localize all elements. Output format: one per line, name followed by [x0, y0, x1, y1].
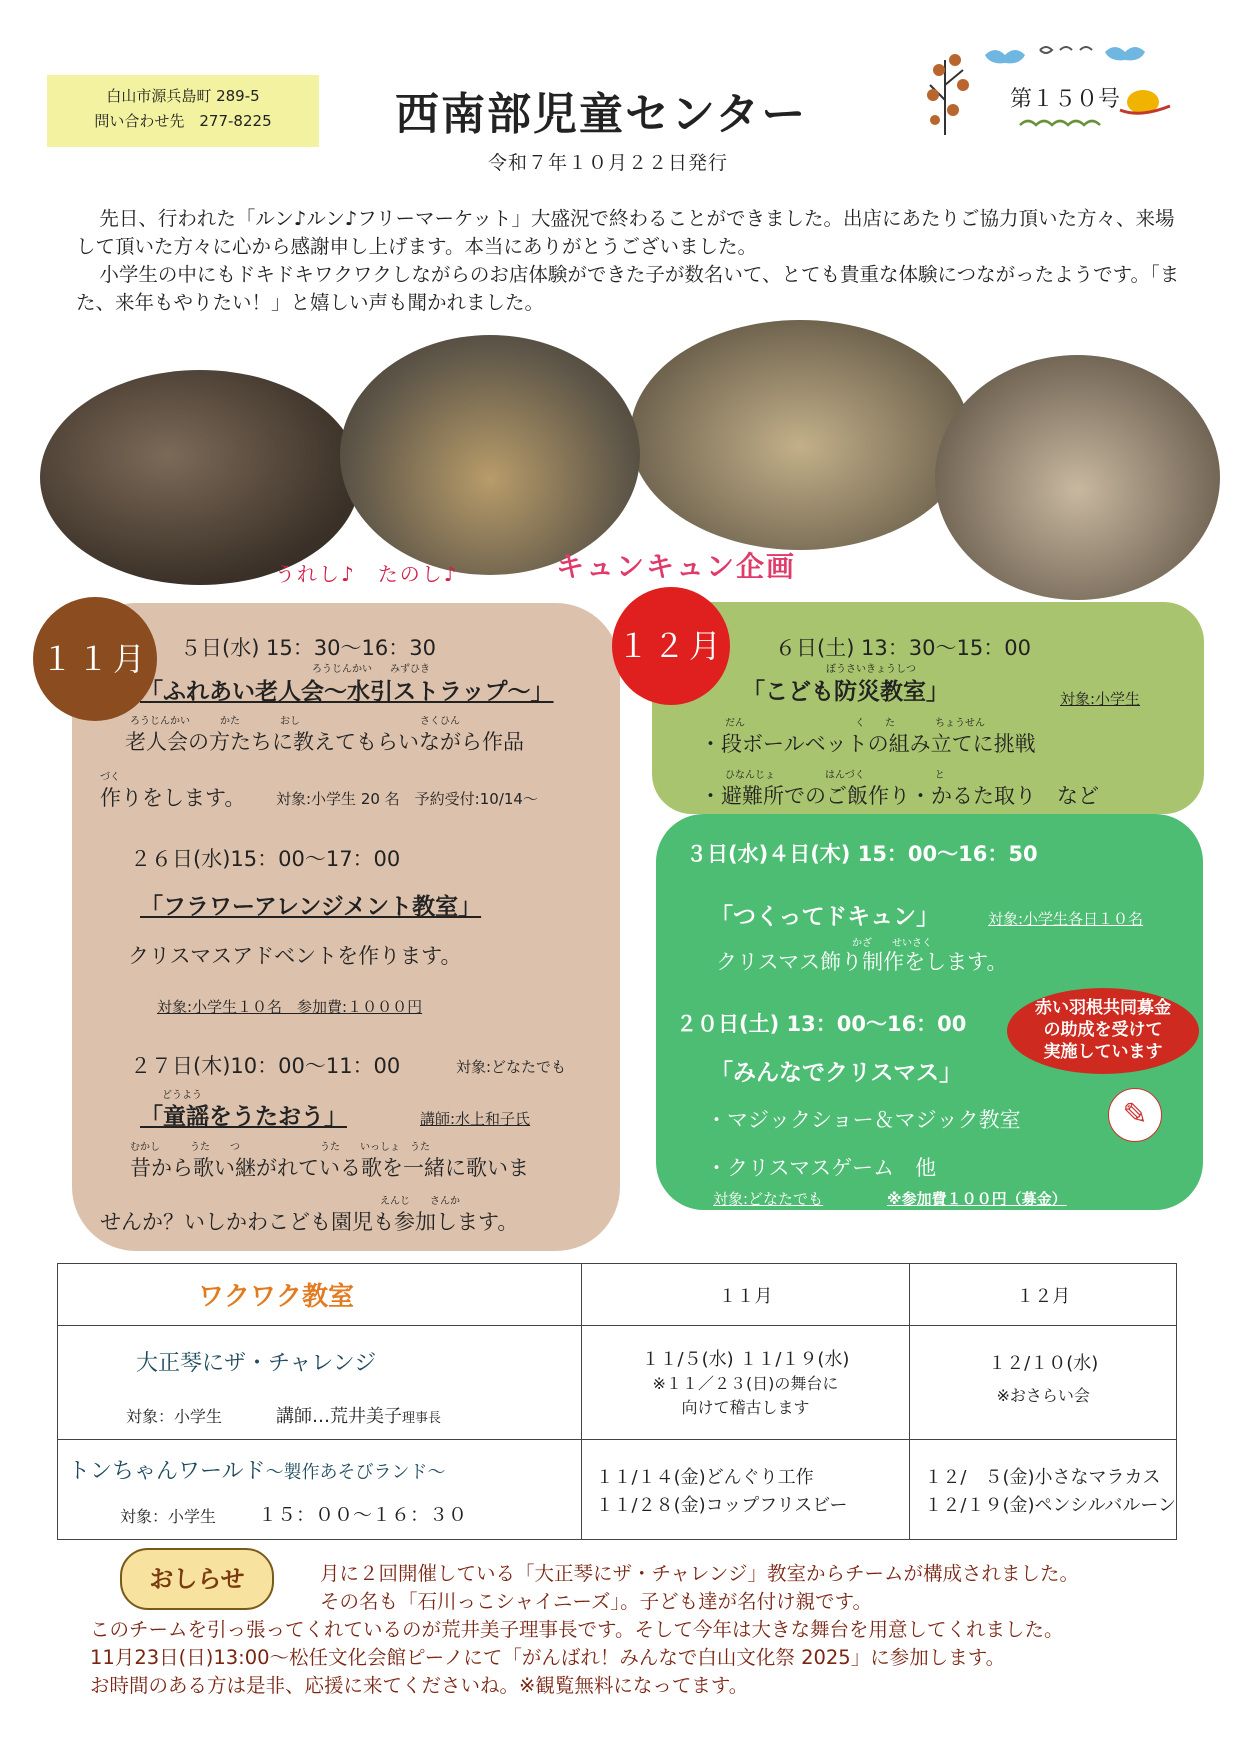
dec-event1-time: ６日(土) 13：30～15：00 [775, 636, 1031, 660]
table-header-dec: １２月 [910, 1264, 1177, 1326]
dec-event2-body-ruby: かざ せいさく [852, 938, 932, 949]
dec-event1-item2-ruby: ひなんじょ はんづく と [725, 770, 945, 781]
dec-event1-item1-ruby: だん く た ちょうせん [725, 718, 985, 729]
row1-nov-dates: １１/５(水) １１/１９(水) [641, 1349, 850, 1370]
photo-kids-cards [40, 370, 360, 585]
nov-event3-title: 「童謡をうたおう」 [140, 1104, 347, 1130]
dec-event2-time: ３日(水)４日(木) 15：00～16：50 [686, 842, 1038, 866]
row2-dec-cell [910, 1440, 1177, 1540]
badge-line-2: の助成を受けて [1043, 1020, 1163, 1040]
address-text: 白山市源兵島町 289-5 [106, 87, 260, 105]
table-header-nov: １１月 [581, 1264, 910, 1326]
dec-event3-item2: ・クリスマスゲーム 他 [706, 1156, 937, 1180]
table-row [58, 1440, 1177, 1540]
contact-text: 問い合わせ先 277-8225 [94, 112, 272, 130]
row2-name: トンちゃんワールド [68, 1459, 266, 1484]
november-label: １１月 [33, 597, 157, 721]
row1-nov-note2: 向けて稽古します [681, 1398, 810, 1417]
badge-line-1: 赤い羽根共同募金 [1035, 998, 1171, 1018]
schedule-table [57, 1263, 1177, 1540]
nov-event3-target: 対象:どなたでも [456, 1058, 567, 1076]
notice-label: おしらせ [120, 1548, 274, 1610]
notice-line-4: 11月23日(日)13:00～松任文化会館ピーノにて「がんばれ！みんなで白山文化祭 2025」に参加します。 [90, 1646, 1006, 1669]
nov-event2-note: 対象:小学生１０名 参加費:１０００円 [157, 998, 423, 1016]
intro-text [76, 205, 1186, 317]
dec-event3-title: 「みんなでクリスマス」 [710, 1060, 963, 1086]
table-row [58, 1326, 1177, 1440]
red-feather-icon: ✎ [1108, 1088, 1162, 1142]
page-title: 西南部児童センター [395, 89, 808, 140]
dec-event2-target: 対象:小学生各日１０名 [988, 910, 1144, 928]
row1-name-cell [58, 1326, 582, 1440]
row2-target: 対象：小学生 [120, 1507, 217, 1526]
nov-event3-body2-ruby: えんじ さんか [380, 1196, 460, 1207]
dec-event3-time: ２０日(土) 13：00～16：00 [676, 1012, 967, 1036]
nov-event2-title: 「フラワーアレンジメント教室」 [140, 894, 482, 920]
row2-dec-item2: １２/１９(金)ペンシルバルーン [924, 1495, 1176, 1516]
notice-line-1: 月に２回開催している「大正琴にザ・チャレンジ」教室からチームが構成されました。 [320, 1562, 1079, 1585]
issue-date: 令和７年１０月２２日発行 [488, 152, 729, 174]
nov-event3-body1: 昔から歌い継がれている歌を一緒に歌いま [130, 1156, 529, 1180]
badge-line-3: 実施しています [1043, 1042, 1163, 1062]
row2-time: １５：００～１６：３０ [258, 1504, 468, 1526]
row1-nov-cell [581, 1326, 910, 1440]
row2-nov-cell [581, 1440, 910, 1540]
red-feather-badge [1007, 988, 1199, 1074]
notice-text [90, 1560, 1210, 1700]
dec-event2-body: クリスマス飾り制作をします。 [716, 950, 1008, 974]
photo-market-stall [630, 320, 970, 550]
intro-paragraph-2: 小学生の中にもドキドキワクワクしながらのお店体験ができた子が数名いて、とても貴重な体験につながったようです。「また、来年もやりたい！」と嬉しい声も聞かれました。 [76, 263, 1180, 314]
row1-name: 大正琴にザ・チャレンジ [136, 1351, 377, 1376]
photo-balloons [935, 355, 1220, 600]
nov-event1-body2-ruby: づく [100, 772, 120, 783]
nov-event1-body1-ruby: ろうじんかい かた おし さくひん [130, 716, 460, 727]
row1-dec-date: １２/１０(水) [988, 1353, 1099, 1374]
nov-event3-time: ２７日(木)10：00～11：00 [130, 1054, 401, 1078]
photo-toy-stall [340, 335, 640, 575]
nov-event1-body1: 老人会の方たちに教えてもらいながら作品 [125, 730, 524, 754]
row1-target: 対象：小学生 [126, 1407, 223, 1426]
row2-nov-item1: １１/１４(金)どんぐり工作 [595, 1467, 814, 1488]
nov-event1-body2: 作りをします。 [100, 786, 246, 810]
row2-name-box [68, 1454, 446, 1485]
table-header-row [58, 1264, 1177, 1326]
dec-event1-target: 対象:小学生 [1060, 690, 1141, 708]
dec-event2-title: 「つくってドキュン」 [710, 904, 940, 930]
table-header-name: ワクワク教室 [58, 1264, 582, 1326]
nov-event3-body2: せんか？いしかわこども園児も参加します。 [100, 1210, 519, 1234]
row1-nov-note1: ※１１／２３(日)の舞台に [652, 1374, 839, 1393]
row1-dec-cell [910, 1326, 1177, 1440]
row1-teacher: 講師…荒井美子 [276, 1406, 402, 1427]
notice-line-5: お時間のある方は是非、応援に来てくださいね。※観覧無料になってます。 [90, 1674, 749, 1697]
nov-event1-ruby1: ろうじんかい [312, 664, 372, 675]
dec-event1-title: 「こども防災教室」 [742, 679, 949, 705]
nov-event1-note: 対象:小学生 20 名 予約受付:10/14～ [276, 790, 538, 808]
dec-event1-item1: ・段ボールベットの組み立てに挑戦 [700, 732, 1036, 756]
nov-event1-ruby2: みずひき [390, 664, 430, 675]
photo-caption: うれし♪ たのし♪ [275, 562, 459, 586]
row2-dec-item1: １２/ ５(金)小さなマラカス [924, 1467, 1161, 1488]
dec-event3-fee: ※参加費１００円（募金） [887, 1190, 1067, 1208]
nov-event3-body1-ruby: むかし うた つ うた いっしょ うた [130, 1142, 430, 1153]
kyun-title: キュンキュン企画 [556, 550, 797, 583]
dec-event1-ruby: ぼうさいきょうしつ [826, 664, 916, 675]
row2-nov-item2: １１/２８(金)コップフリスビー [595, 1495, 848, 1516]
row1-dec-note: ※おさらい会 [996, 1386, 1090, 1405]
nov-event1-time: ５日(水) 15：30～16：30 [180, 636, 436, 660]
nov-event3-teacher: 講師:水上和子氏 [420, 1110, 531, 1128]
dec-event3-target: 対象:どなたでも [713, 1190, 824, 1208]
nov-event1-title: 「ふれあい老人会～水引ストラップ～」 [140, 679, 554, 705]
nov-event2-body: クリスマスアドベントを作ります。 [128, 944, 462, 968]
address-box [47, 75, 319, 147]
row1-teacher-role: 理事長 [402, 1411, 442, 1426]
issue-number: 第１５０号 [1010, 87, 1121, 112]
row2-name-sub: ～製作あそびランド～ [265, 1462, 446, 1483]
dec-event3-item1: ・マジックショー＆マジック教室 [706, 1108, 1021, 1132]
nov-event3-ruby: どうよう [162, 1090, 202, 1101]
dec-event1-item2: ・避難所でのご飯作り・かるた取り など [700, 784, 1099, 808]
nov-event2-time: ２６日(水)15：00～17：00 [130, 847, 401, 871]
row2-name-cell [58, 1440, 582, 1540]
december-label: １２月 [612, 587, 730, 705]
intro-paragraph-1: 先日、行われた「ルン♪ルン♪フリーマーケット」大盛況で終わることができました。出店にあたりご協力頂いた方々、来場して頂いた方々に心から感謝申し上げます。本当にありがとうございました。 [76, 207, 1175, 258]
notice-line-3: このチームを引っ張ってくれているのが荒井美子理事長です。そして今年は大きな舞台を用意してくれました。 [90, 1618, 1064, 1641]
notice-line-2: その名も「石川っこシャイニーズ」。子ども達が名付け親です。 [320, 1590, 873, 1613]
row1-teacher-box [276, 1402, 441, 1428]
